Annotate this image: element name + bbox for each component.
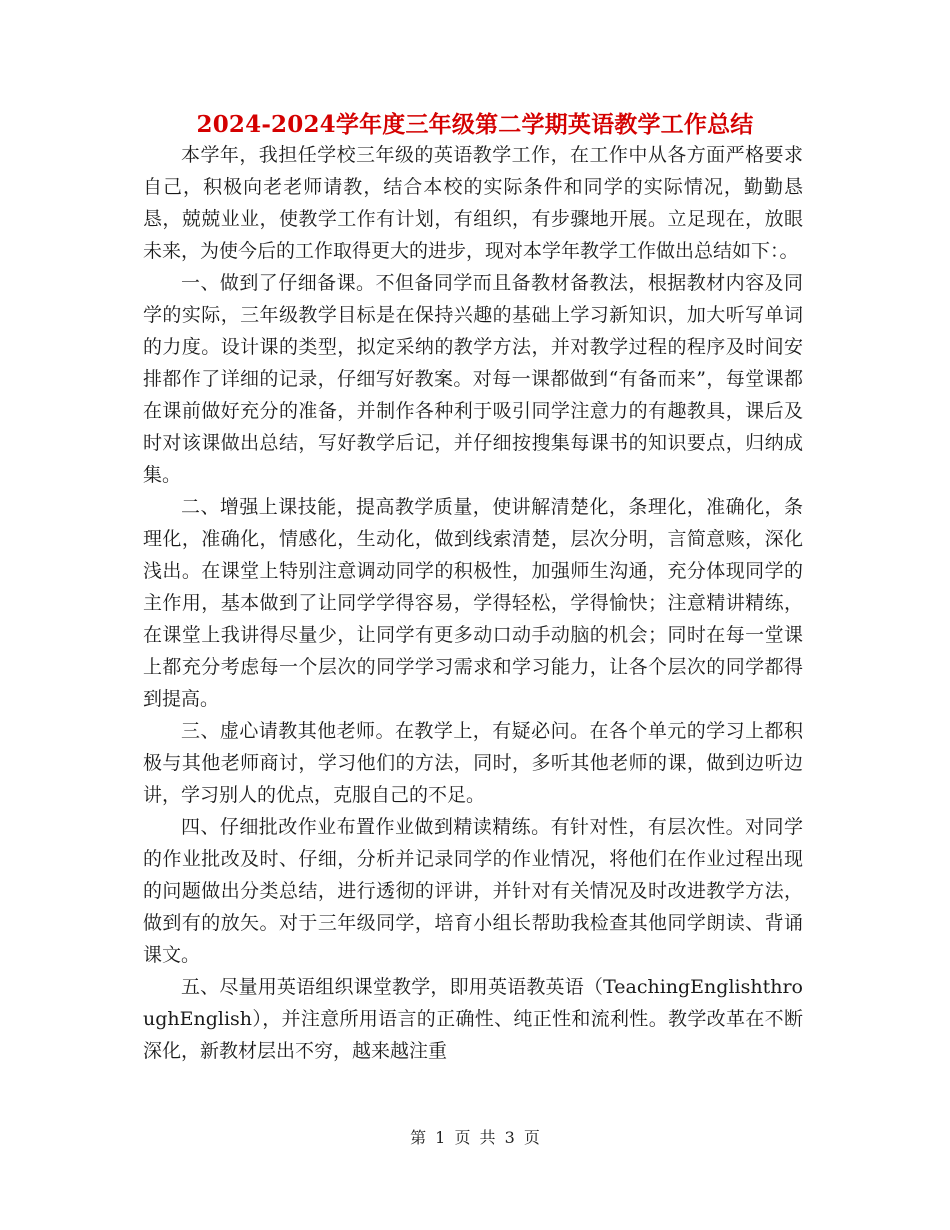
paragraph-section-4: 四、仔细批改作业布置作业做到精读精练。有针对性，有层次性。对同学的作业批改及时、仔细，分析并记录同学的作业情况，将他们在作业过程出现的问题做出分类总结，进行透彻的评讲，并针对有关情况及时改进教学方法，做到有的放矢。对于三年级同学，培育小组长帮助我检查其他同学朗读、背诵课文。 <box>143 816 803 966</box>
paragraph-section-2: 二、增强上课技能，提高教学质量，使讲解清楚化，条理化，准确化，条理化，准确化，情感化，生动化，做到线索清楚，层次分明，言简意赅，深化浅出。在课堂上特别注意调动同学的积极性，加强师生沟通，充分体现同学的主作用，基本做到了让同学学得容易，学得轻松，学得愉快；注意精讲精练，在课堂上我讲得尽量少，让同学有更多动口动手动脑的机会；同时在每一堂课上都充分考虑每一个层次的同学学习需求和学习能力，让各个层次的同学都得到提高。 <box>143 496 803 710</box>
page-footer: 第 1 页 共 3 页 <box>410 1128 540 1147</box>
document-title: 2024-2024学年度三年级第二学期英语教学工作总结 <box>196 111 754 138</box>
paragraph-section-3: 三、虚心请教其他老师。在教学上，有疑必问。在各个单元的学习上都积极与其他老师商讨，学习他们的方法，同时，多听其他老师的课，做到边听边讲，学习别人的优点，克服自己的不足。 <box>143 720 803 806</box>
paragraph-section-1: 一、做到了仔细备课。不但备同学而且备教材备教法，根据教材内容及同学的实际，三年级教学目标是在保持兴趣的基础上学习新知识，加大听写单词的力度。设计课的类型，拟定采纳的教学方法，并对教学过程的程序及时间安排都作了详细的记录，仔细写好教案。对每一课都做到“有备而来”，每堂课都在课前做好充分的准备，并制作各种利于吸引同学注意力的有趣教具，课后及时对该课做出总结，写好教学后记，并仔细按搜集每课书的知识要点，归纳成集。 <box>143 272 803 486</box>
document-body <box>143 139 803 1067</box>
paragraph-section-5: 五、尽量用英语组织课堂教学，即用英语教英语（TeachingEnglishthroughEnglish），并注意所用语言的正确性、纯正性和流利性。教学改革在不断深化，新教材层出不穷，越来越注重 <box>143 976 803 1062</box>
paragraph-intro: 本学年，我担任学校三年级的英语教学工作，在工作中从各方面严格要求自己，积极向老老师请教，结合本校的实际条件和同学的实际情况，勤勤恳恳，兢兢业业，使教学工作有计划，有组织，有步骤地开展。立足现在，放眼未来，为使今后的工作取得更大的进步，现对本学年教学工作做出总结如下：。 <box>143 144 803 262</box>
